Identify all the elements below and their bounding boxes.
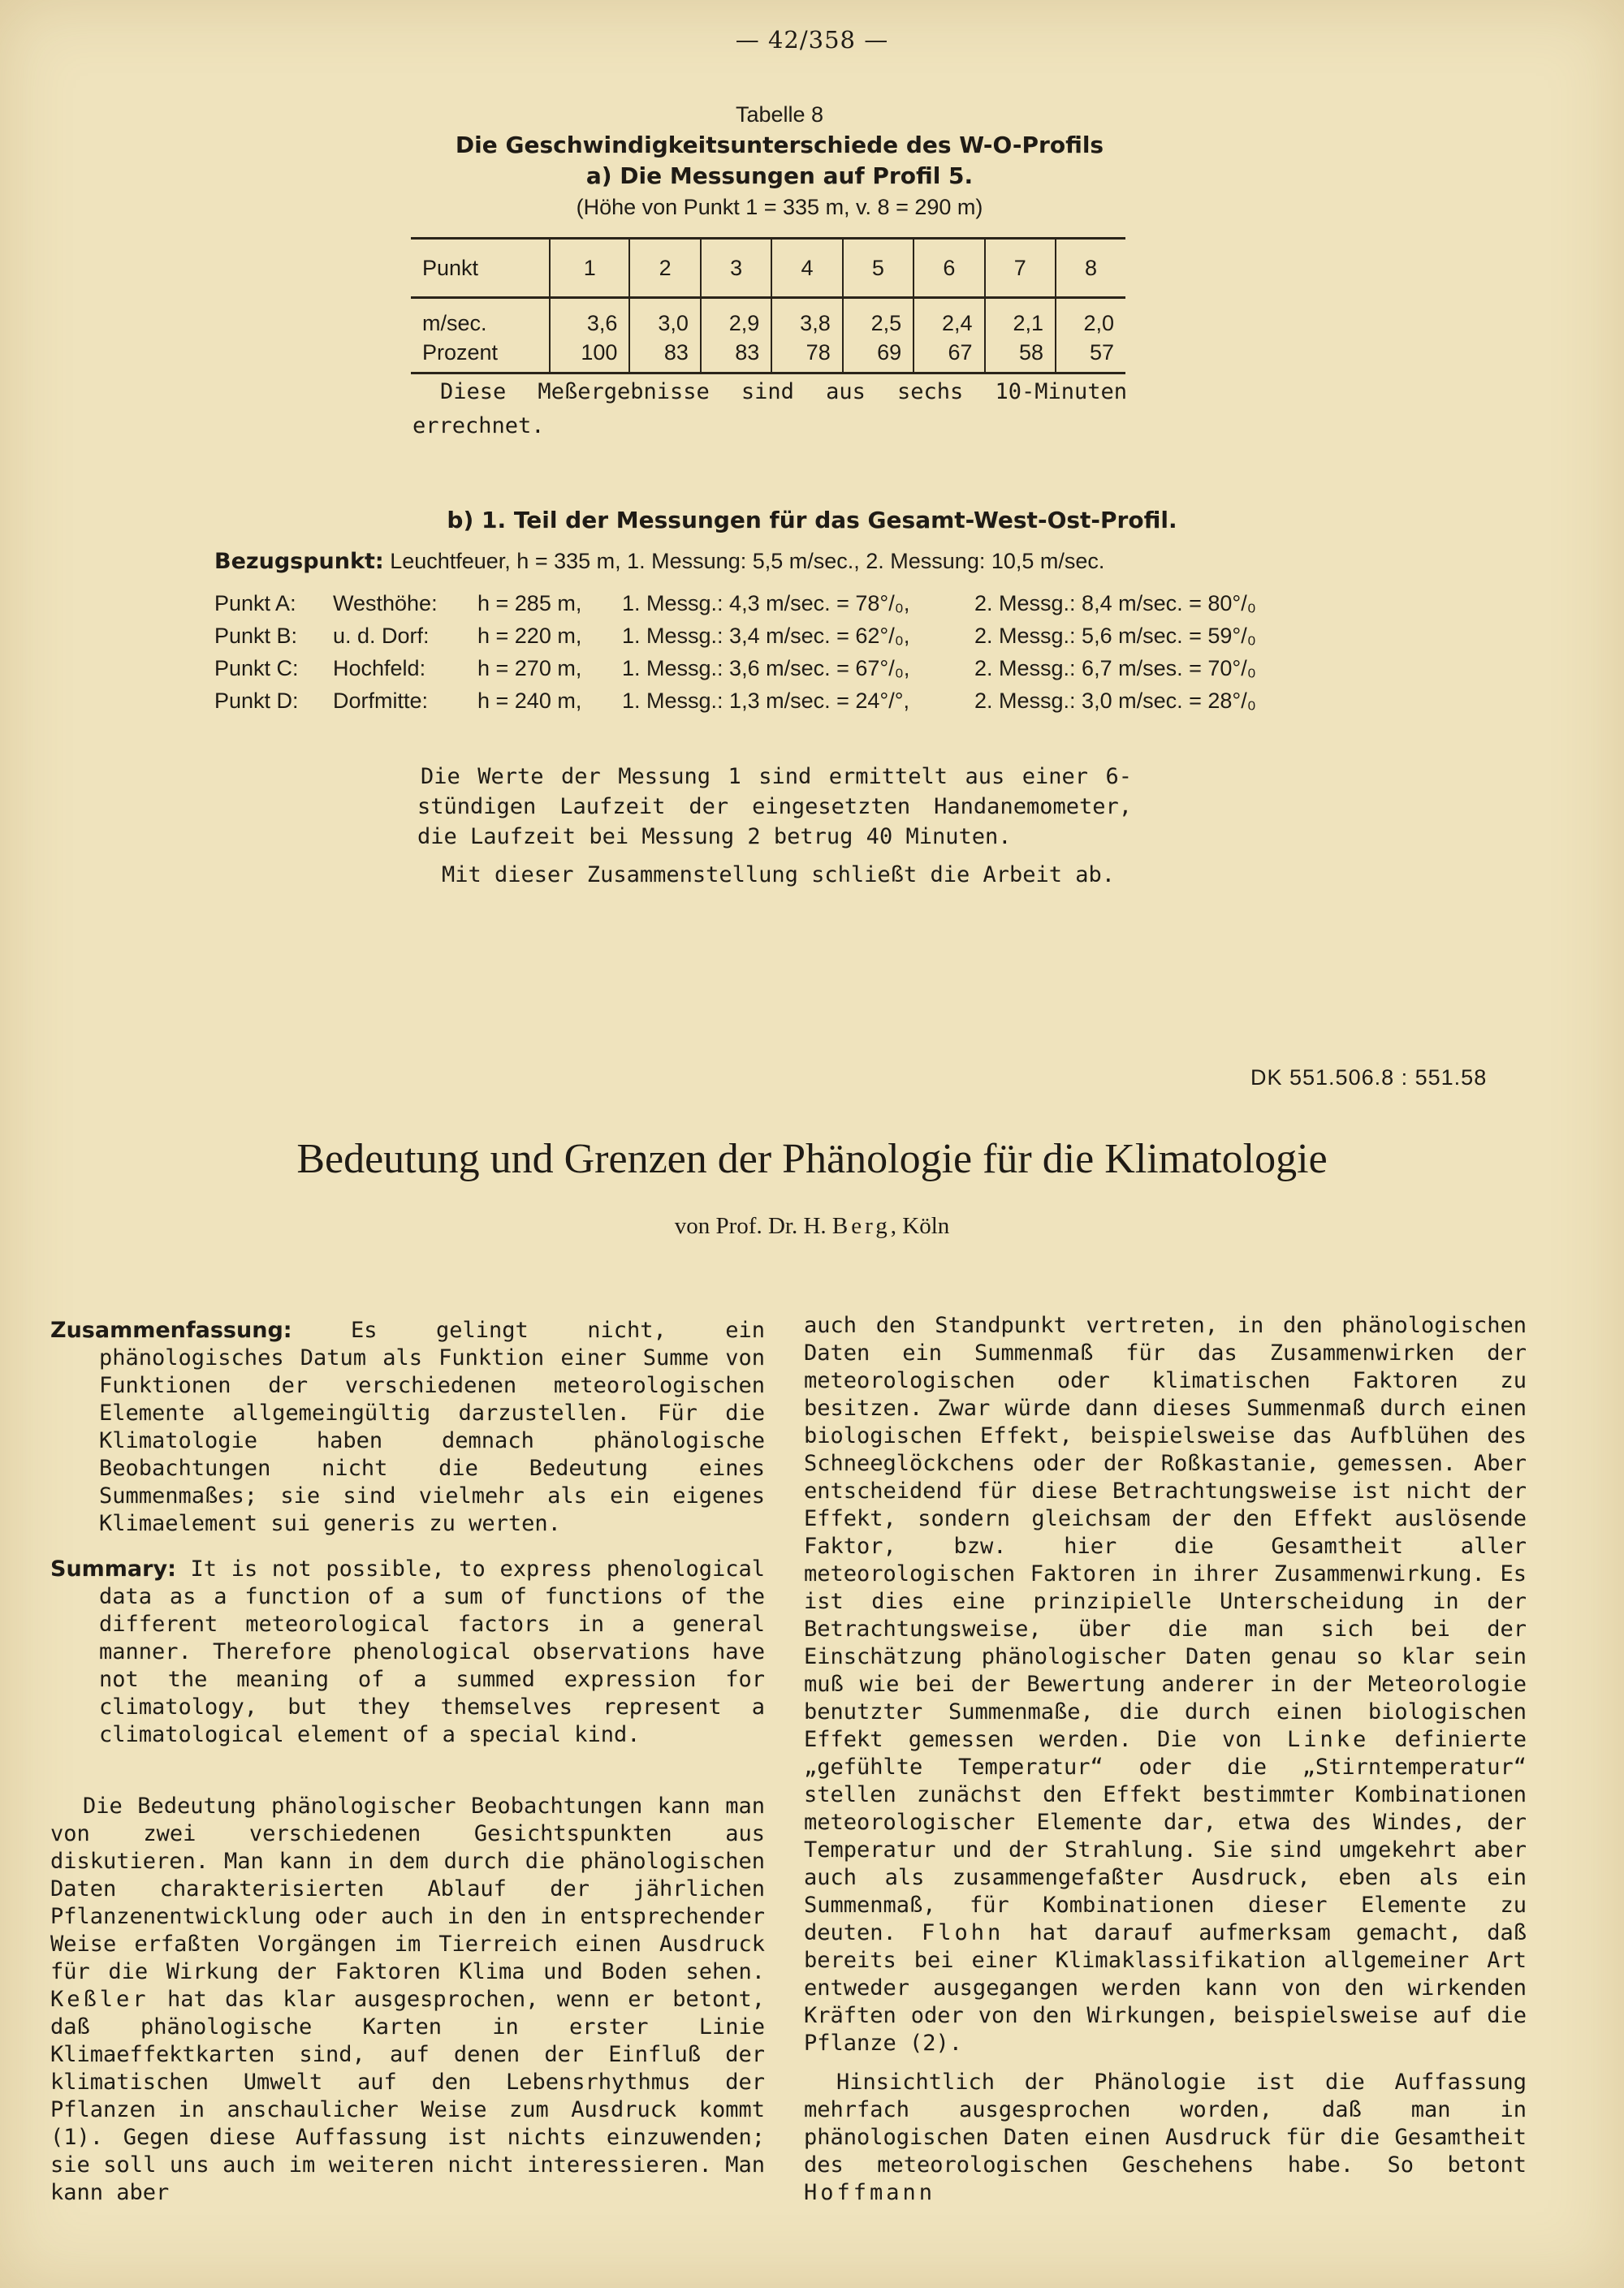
left-column [50,1317,765,2207]
table-header-cell: 5 [843,239,914,298]
point-name: Hochfeld: [333,656,426,680]
body-text: Hinsichtlich der Phänologie ist die Auffassung mehrfach ausgesprochen worden, daß man in phänologischen Daten einen Ausdruck für die Gesamtheit des meteorologischen Geschehens habe. So betont [804,2070,1527,2178]
speed-table [411,237,1125,374]
table-row [411,298,1125,339]
table-row [411,338,1125,373]
table-cell: 100 [550,338,629,373]
row-label: m/sec. [422,310,487,335]
point-id: Punkt B: [214,624,298,648]
table-cell: 2,5 [843,298,914,339]
method-note [417,762,1132,890]
table-note: Diese Meßergebnisse sind aus sechs 10-Minuten errechnet. [412,379,1127,438]
row-label: Prozent [411,338,550,373]
person-name: Flohn [922,1920,1004,1945]
point-height: h = 220 m, [477,624,582,648]
point-measurement-1: 1. Messg.: 4,3 m/sec. = 78°/₀, [622,591,910,615]
point-height: h = 285 m, [477,591,582,615]
point-name: Dorfmitte: [333,689,429,713]
table-header-cell: 3 [701,239,771,298]
point-measurement-1: 1. Messg.: 1,3 m/sec. = 24°/°, [622,689,909,713]
author-name: Berg [831,1213,891,1239]
author-prefix: von Prof. Dr. H. [674,1213,827,1239]
part-b-heading: b) 1. Teil der Messungen für das Gesamt-West-Ost-Profil. [447,507,1177,533]
point-height: h = 270 m, [477,656,582,680]
point-height: h = 240 m, [477,689,582,713]
person-name: Keßler [50,1987,149,2012]
body-text: Die Bedeutung phänologischer Beobachtungen kann man von zwei verschiedenen Gesichtspunkten aus diskutieren. Man kann in dem durch die phänologischen Daten charakterisierten Ablauf der jährlichen Pflanzenentwicklung oder auch in den in entsprechender Weise erfaßten Vorgängen im Tierreich einen Ausdruck für die Wirkung der Faktoren Klima und Boden sehen. [50,1794,765,1984]
point-measurement-2: 2. Messg.: 6,7 m/ses. = 70°/₀ [974,656,1256,680]
person-name: Hoffmann [804,2180,936,2205]
page-number: — 42/358 — [735,26,889,54]
table-caption [374,99,1186,222]
table-height-note: (Höhe von Punkt 1 = 335 m, v. 8 = 290 m) [576,195,983,219]
table-title: Die Geschwindigkeitsunterschiede des W-O-Profils [455,132,1104,158]
table-cell: 3,0 [629,298,700,339]
reference-label: Bezugspunkt: [214,549,384,574]
table-cell: 2,4 [914,298,984,339]
table-cell: 57 [1056,338,1125,373]
table-header-cell: 7 [985,239,1056,298]
point-name: Westhöhe: [333,591,438,615]
table-subtitle: a) Die Messungen auf Profil 5. [585,162,974,189]
table-cell: 2,0 [1056,298,1125,339]
summary-german-text: Es gelingt nicht, ein phänologisches Datum als Funktion einer Summe von Funktionen der verschiedenen meteorologischen Elemente allgemeingültig darzustellen. Für die Klimatologie haben demnach phänologische Beobachtungen nicht die Bedeutung eines Summenmaßes; sie sind vielmehr als ein eigenes Klimaelement sui generis zu werten. [99,1318,765,1536]
table-cell: 58 [985,338,1056,373]
body-paragraph [50,1793,765,2207]
table-cell: 3,8 [771,298,842,339]
summary-english-text: It is not possible, to express phenological data as a function of a sum of functions of the different meteorological factors in a general manner. Therefore phenological observations have not the meaning of a summed expression for climatology, but they themselves represent a climatological element of a special kind. [99,1556,765,1747]
table-header-cell: 8 [1056,239,1125,298]
point-id: Punkt A: [214,591,296,615]
body-text: definierte „gefühlte Temperatur“ oder die „Stirntemperatur“ stellen zunächst den Effekt bestimmter Kombinationen meteorologischer Elemente dar, etwa des Windes, der Temperatur und der Strahlung. Sie sind umgekehrt aber auch als zusammengefaßter Ausdruck, eben als ein Summenmaß, für Kombinationen dieser Elemente zu deuten. [804,1727,1527,1945]
author-suffix: , Köln [890,1213,950,1239]
table-header-cell: 2 [629,239,700,298]
point-measurement-2: 2. Messg.: 3,0 m/sec. = 28°/₀ [974,689,1256,713]
article-author [0,1213,1624,1240]
right-column [804,1312,1527,2207]
table-cell: 78 [771,338,842,373]
person-name: Linke [1286,1727,1370,1752]
summary-german [50,1317,765,1538]
table-header-cell: 1 [550,239,629,298]
point-name: u. d. Dorf: [333,624,430,648]
body-text: hat das klar ausgesprochen, wenn er betont, daß phänologische Karten in erster Linie Klimaeffektkarten sind, auf denen der Einfluß der klimatischen Umwelt auf den Lebensrhythmus der Pflanzen in anschaulicher Weise zum Ausdruck kommt (1). Gegen diese Auffassung ist nichts einzuwenden; sie soll uns auch im weiteren nicht interessieren. Man kann aber [50,1987,765,2205]
point-id: Punkt D: [214,689,299,713]
table-label: Tabelle 8 [735,102,824,127]
summary-english-label: Summary: [50,1556,176,1582]
table-cell: 2,9 [701,298,771,339]
point-measurement-2: 2. Messg.: 8,4 m/sec. = 80°/₀ [974,591,1256,615]
article-title: Bedeutung und Grenzen der Phänologie für die Klimatologie [296,1136,1328,1182]
closing-sentence: Mit dieser Zusammenstellung schließt die Arbeit ab. [442,862,1116,887]
table-header-cell: 4 [771,239,842,298]
point-measurement-1: 1. Messg.: 3,6 m/sec. = 67°/₀, [622,656,910,680]
table-cell: 83 [629,338,700,373]
table-cell: 83 [701,338,771,373]
body-paragraph [804,1312,1527,2057]
point-id: Punkt C: [214,656,299,680]
point-measurement-1: 1. Messg.: 3,4 m/sec. = 62°/₀, [622,624,910,648]
body-text: auch den Standpunkt vertreten, in den phänologischen Daten ein Summenmaß für das Zusammenwirken der meteorologischen oder klimatischen Faktoren zu besitzen. Zwar würde dann dieses Summenmaß durch einen biologischen Effekt, beispielsweise das Aufblühen des Schneeglöckchens oder der Roßkastanie, gemessen. Aber entscheidend für diese Betrachtungsweise ist nicht der Effekt, sondern gleichsam der den Effekt auslösende Faktor, bzw. hier die Gesamtheit aller meteorologischen Faktoren in ihrer Zusammenwirkung. Es ist dies eine prinzipielle Unterscheidung in der Betrachtungsweise, über die man sich bei der Einschätzung phänologischer Daten genau so klar sein muß wie bei der Bewertung anderer in der Meteorologie benutzter Summenmaße, die durch einen biologischen Effekt gemessen werden. Die von [804,1313,1527,1752]
table-header-cell: Punkt [411,239,550,298]
body-paragraph [804,2069,1527,2207]
table-header-row [411,239,1125,298]
table-cell: 2,1 [985,298,1056,339]
summary-german-label: Zusammenfassung: [50,1318,292,1343]
table-cell: 3,6 [550,298,629,339]
point-measurement-2: 2. Messg.: 5,6 m/sec. = 59°/₀ [974,624,1256,648]
method-note-text: Die Werte der Messung 1 sind ermittelt aus einer 6-stündigen Laufzeit der eingesetzten Handanemometer, die Laufzeit bei Messung 2 betrug 40 Minuten. [417,764,1132,849]
reference-line [214,549,1104,574]
reference-text: Leuchtfeuer, h = 335 m, 1. Messung: 5,5 m/sec., 2. Messung: 10,5 m/sec. [390,549,1105,573]
table-cell: 69 [843,338,914,373]
table-cell: 67 [914,338,984,373]
dk-classification: DK 551.506.8 : 551.58 [1250,1065,1488,1090]
summary-english [50,1556,765,1749]
body-text: hat darauf aufmerksam gemacht, daß bereits bei einer Klimaklassifikation allgemeiner Art entweder ausgegangen werden kann von den wirkenden Kräften oder von den Wirkungen, beispielsweise auf die Pflanze (2). [804,1920,1527,2056]
table-header-cell: 6 [914,239,984,298]
